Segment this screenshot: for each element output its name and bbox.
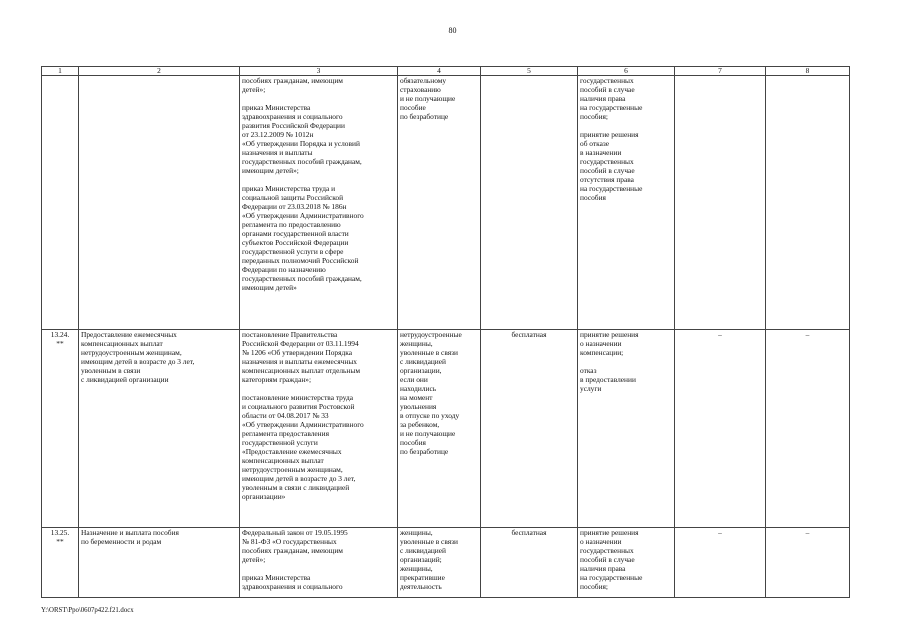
cell-text-line: Федеральный закон от 19.05.1995 [242,528,348,537]
cell-text-line: с ликвидацией организации [81,375,169,384]
cell-text-line: государственных пособий гражданам, [242,274,362,283]
cell-text-line: пособия [580,193,606,202]
cell-text-line: женщины, [400,528,433,537]
cell-text-line: пособий в случае [580,85,635,94]
cell-text-line: по беременности и родам [81,537,162,546]
row-number: 13.25. [50,528,70,537]
cell-text-line: от 23.12.2009 № 1012н [242,130,314,139]
row-number-cell [42,330,79,528]
cell-text-line: организаций; [400,555,442,564]
cell-text-line: категориям граждан»; [242,375,312,384]
header-cell: 5 [481,67,578,76]
recipients-cell [398,528,481,598]
cell-text-line: отсутствия права [580,175,634,184]
cell-text-line: нетрудоустроенным женщинам, [81,348,182,357]
cell-text-line: компенсационных выплат отдельным [242,366,361,375]
cell-text-line: субъектов Российской Федерации [242,238,349,247]
row-mark: ** [56,339,64,348]
service-name-cell [79,76,240,330]
cell-text-line: и не получающие [400,429,456,438]
cell-text-line: принятие решения [580,528,639,537]
cell-text-line: пособия; [580,582,608,591]
cell-text-line: с ликвидацией [400,546,446,555]
col7-cell: – [675,528,766,598]
cell-text-line: компенсационных выплат [242,456,324,465]
fee-cell [481,76,578,330]
cell-text-line: в предоставлении [580,375,636,384]
cell-text-line: уволенные в связи [400,537,458,546]
cell-text-line: находились [400,384,437,393]
service-name-cell [79,330,240,528]
cell-text-line: нетрудоустроенным женщинам, [242,465,343,474]
cell-text-line: приказ Министерства [242,103,311,112]
cell-text-line: по безработице [400,447,449,456]
cell-text-line: наличия права [580,564,626,573]
cell-text-line: на государственные [580,103,643,112]
cell-text-line: на государственные [580,573,643,582]
header-cell: 6 [578,67,675,76]
cell-text-line: назначения и выплаты [242,148,313,157]
cell-text-line: деятельность [400,582,442,591]
cell-text-line: государственных пособий гражданам, [242,157,362,166]
cell-text-line: если они [400,375,428,384]
cell-text-line [242,94,395,103]
cell-text-line [242,384,395,393]
cell-text-line: Российской Федерации от 03.11.1994 [242,339,359,348]
table-header-row [42,67,850,76]
cell-text-line: государственной услуги [242,438,318,447]
cell-text-line: и социального развития Ростовской [242,402,355,411]
cell-text-line [242,564,395,573]
cell-text-line: «Об утверждении Порядка и условий [242,139,360,148]
cell-text-line: детей»; [242,555,266,564]
cell-text-line: имеющим детей в возрасте до 3 лет, [242,474,356,483]
cell-text-line: регламента по предоставлению [242,220,341,229]
cell-text-line: за ребенком, [400,420,440,429]
cell-text-line: нетрудоустроенные [400,330,462,339]
cell-text-line: государственных [580,157,634,166]
cell-text-line: на момент [400,393,433,402]
cell-text-line: организации» [242,492,286,501]
cell-text-line: женщины, [400,339,433,348]
cell-text-line: обязательному [400,76,447,85]
cell-text-line: переданных полномочий Российской [242,256,359,265]
header-cell: 7 [675,67,766,76]
cell-text-line: уволенным в связи [81,366,141,375]
cell-text-line: здравоохранения и социального [242,582,343,591]
cell-text-line: принятие решения [580,330,639,339]
cell-text-line: государственных [580,546,634,555]
cell-text-line: прекратившие [400,573,445,582]
cell-text-line: государственной услуги в сфере [242,247,344,256]
col7-cell [675,76,766,330]
header-cell: 8 [766,67,850,76]
cell-text-line: о назначении [580,339,622,348]
col8-cell [766,76,850,330]
fee-cell: бесплатная [481,330,578,528]
cell-text-line: женщины, [400,564,433,573]
cell-text-line: услуги [580,384,602,393]
table-row [42,76,850,330]
cell-text-line: пособиях гражданам, имеющим [242,76,343,85]
row-number-cell [42,76,79,330]
cell-text-line: «Предоставление ежемесячных [242,447,342,456]
col8-cell: – [766,528,850,598]
cell-text-line: Федерации по назначению [242,265,326,274]
cell-text-line: Предоставление ежемесячных [81,330,177,339]
cell-text-line: органами государственной власти [242,229,349,238]
cell-text-line: имеющим детей в возрасте до 3 лет, [81,357,195,366]
cell-text-line: «Об утверждении Административного [242,211,364,220]
row-number-cell [42,528,79,598]
cell-text-line: пособиях гражданам, имеющим [242,546,343,555]
header-cell: 4 [398,67,481,76]
cell-text-line: компенсационных выплат [81,339,163,348]
row-mark: ** [56,537,64,546]
header-cell: 1 [42,67,79,76]
cell-text-line: пособия [400,438,426,447]
cell-text-line: Федерации от 23.03.2018 № 186н [242,202,347,211]
fee-cell: бесплатная [481,528,578,598]
header-cell: 2 [79,67,240,76]
legal-basis-cell [240,330,398,528]
cell-text-line: государственных [580,76,634,85]
cell-text-line: приказ Министерства [242,573,311,582]
cell-text-line [242,175,395,184]
cell-text-line: постановление Правительства [242,330,338,339]
cell-text-line: об отказе [580,139,610,148]
cell-text-line: увольнения [400,402,437,411]
cell-text-line: области от 04.08.2017 № 33 [242,411,329,420]
cell-text-line: пособия; [580,112,608,121]
cell-text-line: на государственные [580,184,643,193]
cell-text-line: наличия права [580,94,626,103]
cell-text-line: Назначение и выплата пособия [81,528,179,537]
cell-text-line: регламента предоставления [242,429,329,438]
col7-cell: – [675,330,766,528]
cell-text-line [580,357,672,366]
file-path-footer: Y:\ORST\Ppo\0607p422.f21.docx [41,607,134,614]
cell-text-line: приказ Министерства труда и [242,184,336,193]
cell-text-line: «Об утверждении Административного [242,420,364,429]
cell-text-line: № 1206 «Об утверждении Порядка [242,348,353,357]
cell-text-line: с ликвидацией [400,357,446,366]
cell-text-line [580,121,672,130]
result-cell [578,76,675,330]
cell-text-line: имеющим детей»; [242,166,299,175]
cell-text-line: имеющим детей» [242,283,297,292]
cell-text-line: в отпуске по уходу [400,411,460,420]
cell-text-line: развития Российской Федерации [242,121,345,130]
row-number: 13.24. [50,330,70,339]
services-table [41,66,850,598]
result-cell [578,330,675,528]
cell-text-line: организации, [400,366,442,375]
table-row [42,528,850,598]
cell-text-line: компенсации; [580,348,624,357]
cell-text-line: постановление министерства труда [242,393,354,402]
cell-text-line: и не получающие [400,94,456,103]
cell-text-line: № 81-ФЗ «О государственных [242,537,337,546]
cell-text-line: по безработице [400,112,449,121]
cell-text-line: в назначении [580,148,622,157]
legal-basis-cell [240,528,398,598]
recipients-cell [398,76,481,330]
legal-basis-cell [240,76,398,330]
table-row [42,330,850,528]
result-cell [578,528,675,598]
cell-text-line: о назначении [580,537,622,546]
cell-text-line: здравоохранения и социального [242,112,343,121]
page-number: 80 [448,26,457,35]
cell-text-line: пособий в случае [580,166,635,175]
service-name-cell [79,528,240,598]
cell-text-line: уволенные в связи [400,348,458,357]
cell-text-line: отказ [580,366,597,375]
cell-text-line: страхованию [400,85,441,94]
cell-text-line: уволенным в связи с ликвидацией [242,483,350,492]
cell-text-line: назначения и выплаты ежемесячных [242,357,358,366]
header-cell: 3 [240,67,398,76]
cell-text-line: социальной защиты Российской [242,193,344,202]
recipients-cell [398,330,481,528]
cell-text-line: детей»; [242,85,266,94]
col8-cell: – [766,330,850,528]
cell-text-line: пособие [400,103,426,112]
cell-text-line: пособий в случае [580,555,635,564]
cell-text-line: принятие решения [580,130,639,139]
